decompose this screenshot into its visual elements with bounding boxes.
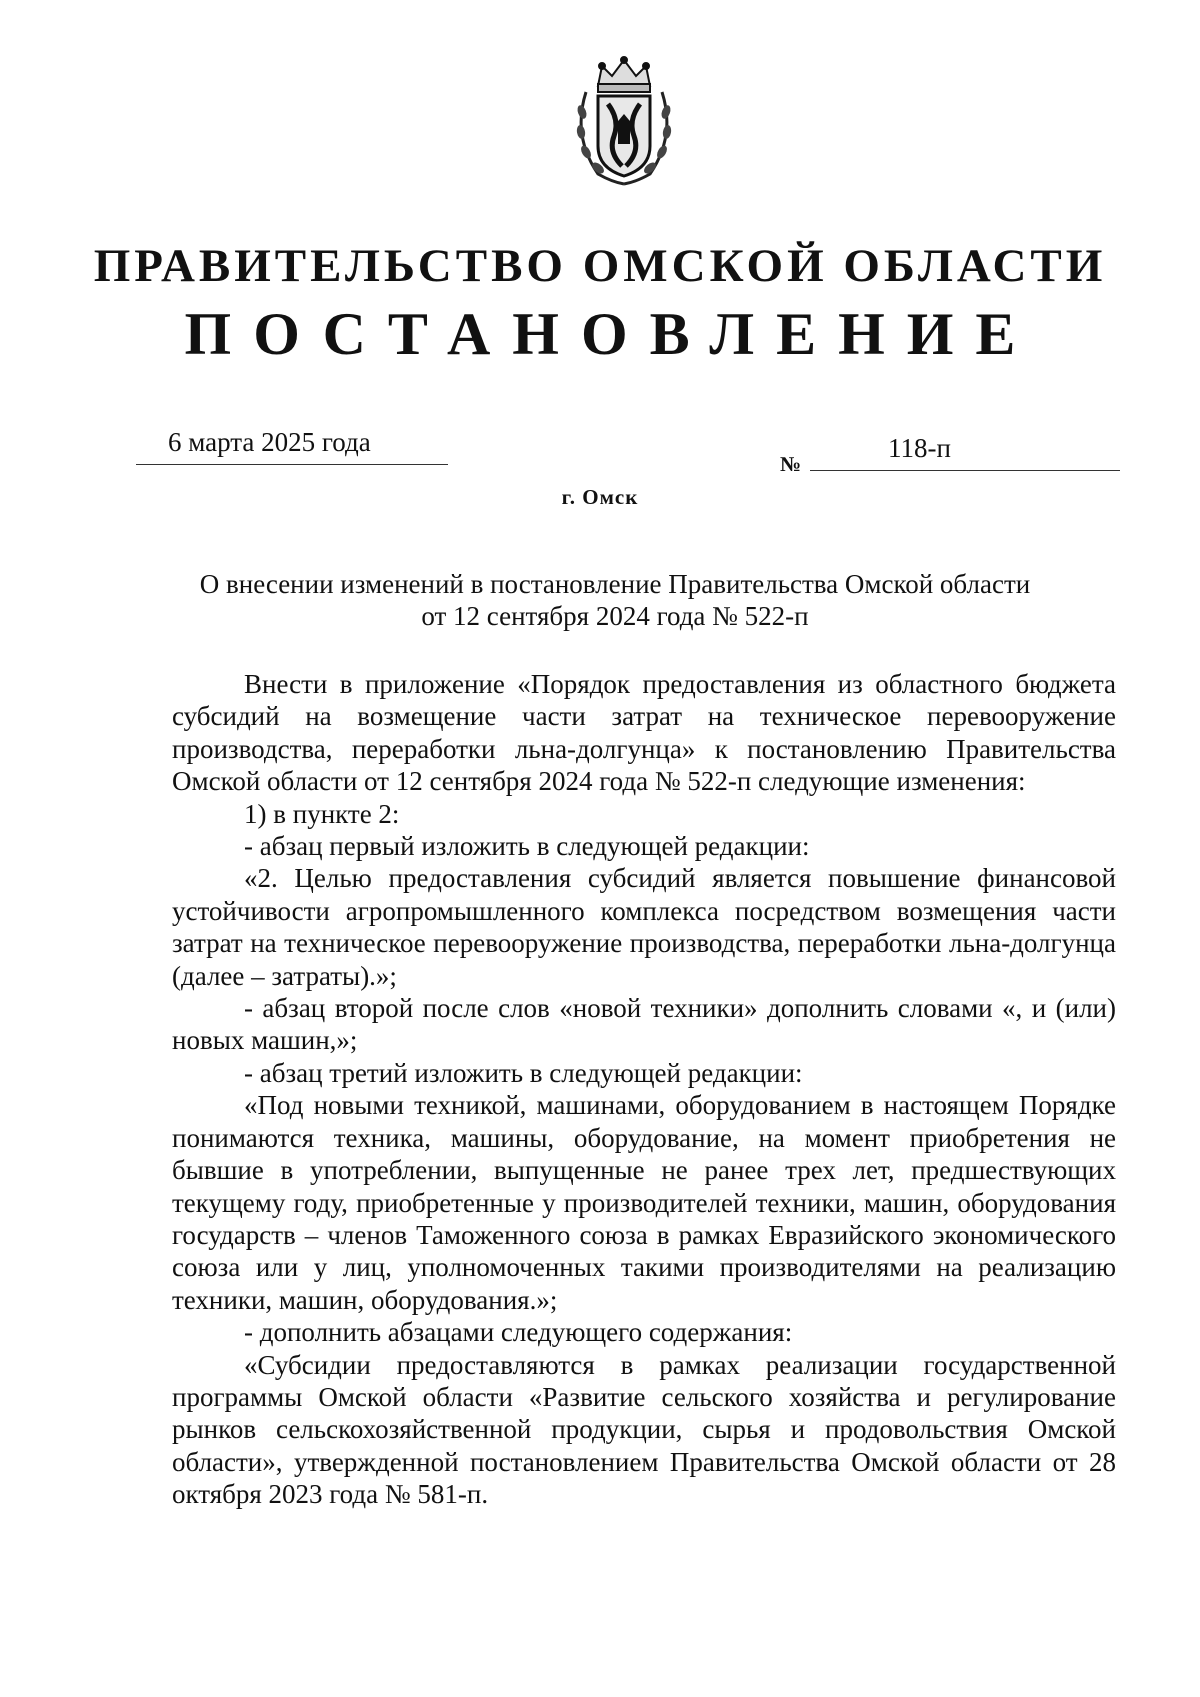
- subject-line-2: от 12 сентября 2024 года № 522-п: [421, 601, 809, 631]
- item-1: 1) в пункте 2:: [244, 798, 400, 829]
- para3-instruction: - абзац третий изложить в следующей редакции:: [244, 1057, 803, 1088]
- omsk-region-coat-of-arms: [568, 56, 680, 188]
- city: г. Омск: [561, 485, 639, 509]
- add-text: «Субсидии предоставляются в рамках реализации государственной программы Омской области «Развитие сельского хозяйства и регулирование рынков сельскохозяйственной продукции, сырья и продовольствия Омской области», утвержденной постановлением Правительства Омской области от 28 октября 2023 года № 581-п.: [172, 1349, 1116, 1510]
- number-field: [810, 432, 1120, 471]
- para2-instruction: - абзац второй после слов «новой техники» дополнить словами «, и (или) новых машин,»;: [172, 993, 1116, 1056]
- document-date: 6 марта 2025 года: [168, 427, 371, 457]
- para1-instruction: - абзац первый изложить в следующей редакции:: [244, 831, 810, 862]
- subject-line-1: О внесении изменений в постановление Правительства Омской области: [199, 569, 1031, 599]
- date-field: [136, 428, 448, 465]
- intro-paragraph: Внести в приложение «Порядок предоставления из областного бюджета субсидий на возмещение части затрат на техническое перевооружение производства, переработки льна-долгунца» к постановлению Правительства Омской области от 12 сентября 2024 года № 522-п следующие изменения:: [172, 669, 1116, 797]
- para3-text: «Под новыми техникой, машинами, оборудованием в настоящем Порядке понимаются техника, машины, оборудование, на момент приобретения не бывшие в употреблении, выпущенные не ранее трех лет, предшествующих текущему году, приобретенные у производителей техники, машин, оборудования государств – членов Таможенного союза в рамках Евразийского экономического союза или у лиц, уполномоченных такими производителями на реализацию техники, машин, оборудования.»;: [172, 1090, 1116, 1315]
- para1-text: «2. Целью предоставления субсидий является повышение финансовой устойчивости агропромышленного комплекса посредством возмещения части затрат на техническое перевооружение производства, переработки льна-долгунца (далее – затраты).»;: [172, 863, 1116, 991]
- document-number: 118-п: [888, 433, 951, 463]
- number-label: №: [780, 452, 802, 476]
- document-type: ПОСТАНОВЛЕНИЕ: [184, 301, 1038, 367]
- document-subject: [150, 568, 1080, 632]
- government-name: ПРАВИТЕЛЬСТВО ОМСКОЙ ОБЛАСТИ: [93, 240, 1107, 292]
- add-instruction: - дополнить абзацами следующего содержания:: [244, 1317, 793, 1348]
- document-body: [172, 668, 1116, 1511]
